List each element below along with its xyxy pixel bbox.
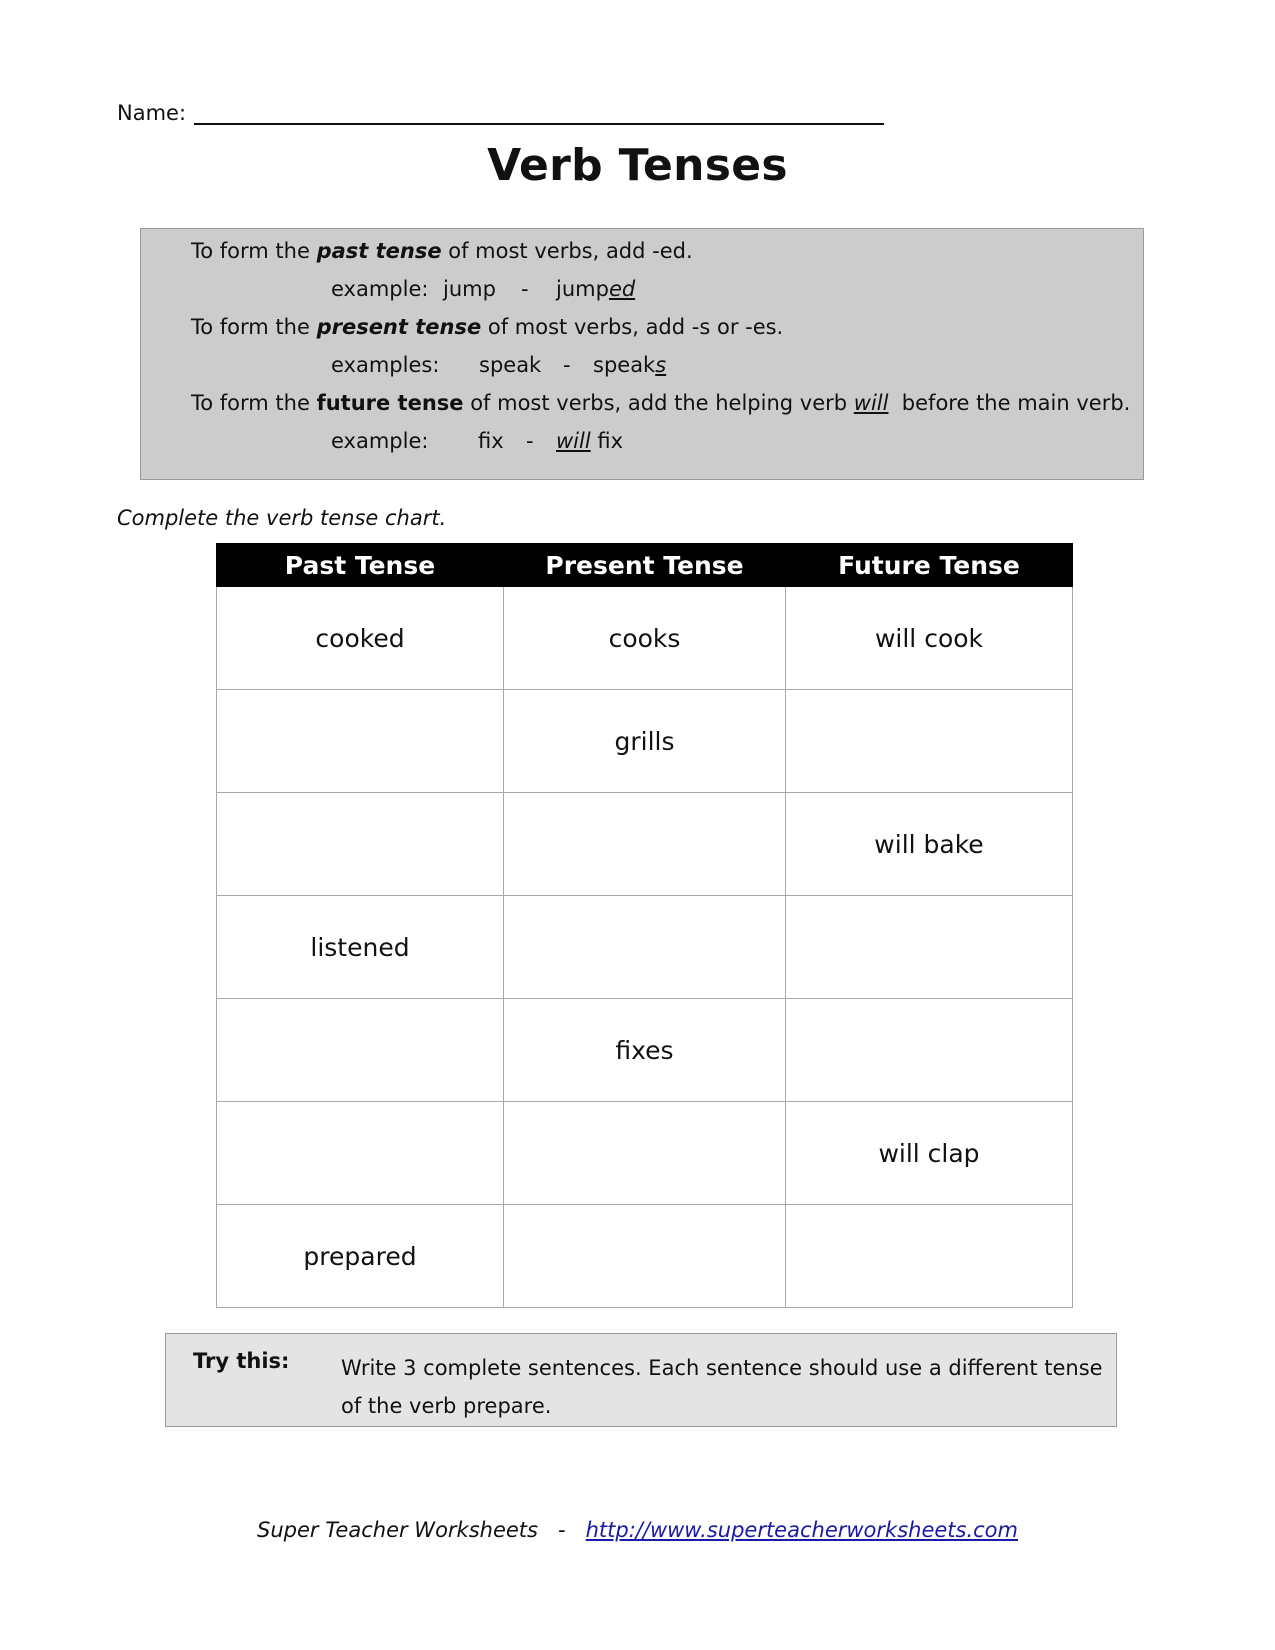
table-cell-blank[interactable]: [786, 1205, 1073, 1308]
table-row: [217, 793, 1073, 896]
table-row: [217, 896, 1073, 999]
rule-text: of most verbs, add the helping verb: [463, 391, 854, 415]
example-label: examples:: [331, 353, 440, 377]
try-this-label: Try this:: [193, 1349, 290, 1373]
name-field: [117, 101, 884, 125]
rules-box: [140, 228, 1144, 480]
example-result-stem: speak: [593, 353, 656, 377]
table-cell-blank[interactable]: [786, 896, 1073, 999]
table-cell-blank[interactable]: [504, 1205, 786, 1308]
rule-text: To form the: [191, 315, 317, 339]
table-cell: will bake: [786, 793, 1073, 896]
example-result-suffix: ed: [608, 277, 636, 301]
table-cell: fixes: [504, 999, 786, 1102]
example-result-suffix: s: [655, 353, 667, 377]
example-result-stem: jump: [556, 277, 609, 301]
footer: [0, 1518, 1275, 1542]
verb-tense-chart: [216, 543, 1073, 1308]
table-row: [217, 999, 1073, 1102]
table-cell: cooks: [504, 587, 786, 690]
future-tense-example: [331, 429, 624, 453]
name-label: Name:: [117, 101, 187, 125]
example-dash: -: [526, 429, 534, 453]
table-row: [217, 690, 1073, 793]
table-cell-blank[interactable]: [217, 1102, 504, 1205]
past-tense-term: past tense: [316, 239, 442, 263]
example-base: jump: [443, 277, 496, 301]
table-row: [217, 1205, 1073, 1308]
table-cell-blank[interactable]: [786, 999, 1073, 1102]
table-cell-blank[interactable]: [217, 793, 504, 896]
footer-separator: -: [537, 1518, 586, 1542]
table-cell-blank[interactable]: [217, 999, 504, 1102]
table-cell-blank[interactable]: [786, 690, 1073, 793]
page-title: Verb Tenses: [487, 140, 788, 191]
helping-verb: will: [853, 391, 889, 415]
footer-url-link[interactable]: http://www.superteacherworksheets.com: [585, 1518, 1018, 1542]
column-header-past: Past Tense: [217, 544, 504, 587]
table-cell: prepared: [217, 1205, 504, 1308]
table-cell: cooked: [217, 587, 504, 690]
table-row: [217, 1102, 1073, 1205]
rule-text: of most verbs, add -ed.: [441, 239, 693, 263]
present-tense-rule: [191, 315, 783, 339]
present-tense-term: present tense: [316, 315, 482, 339]
table-cell: will clap: [786, 1102, 1073, 1205]
past-tense-example: [331, 277, 636, 301]
name-blank-line[interactable]: [194, 103, 884, 125]
table-cell: listened: [217, 896, 504, 999]
example-result: fix: [590, 429, 624, 453]
example-base: fix: [478, 429, 504, 453]
past-tense-rule: [191, 239, 693, 263]
table-cell: grills: [504, 690, 786, 793]
table-cell-blank[interactable]: [217, 690, 504, 793]
table-cell-blank[interactable]: [504, 793, 786, 896]
present-tense-example: [331, 353, 667, 377]
rule-text: To form the: [191, 239, 317, 263]
footer-brand: Super Teacher Worksheets: [257, 1518, 538, 1542]
example-dash: -: [521, 277, 529, 301]
rule-text: To form the: [191, 391, 317, 415]
column-header-future: Future Tense: [786, 544, 1073, 587]
example-helper: will: [556, 429, 591, 453]
try-this-box: [165, 1333, 1117, 1427]
example-label: example:: [331, 277, 429, 301]
future-tense-term: future tense: [316, 391, 464, 415]
rule-text: of most verbs, add -s or -es.: [481, 315, 784, 339]
rule-text: before the main verb.: [888, 391, 1131, 415]
try-this-text: Write 3 complete sentences. Each sentence should use a different tense of the verb prepare.: [341, 1356, 1103, 1418]
column-header-present: Present Tense: [504, 544, 786, 587]
example-label: example:: [331, 429, 429, 453]
future-tense-rule: [191, 391, 1130, 415]
table-header-row: [217, 544, 1073, 587]
table-row: [217, 587, 1073, 690]
example-base: speak: [479, 353, 542, 377]
example-dash: -: [563, 353, 571, 377]
table-cell-blank[interactable]: [504, 896, 786, 999]
table-cell-blank[interactable]: [504, 1102, 786, 1205]
instruction-text: Complete the verb tense chart.: [117, 506, 447, 530]
table-cell: will cook: [786, 587, 1073, 690]
